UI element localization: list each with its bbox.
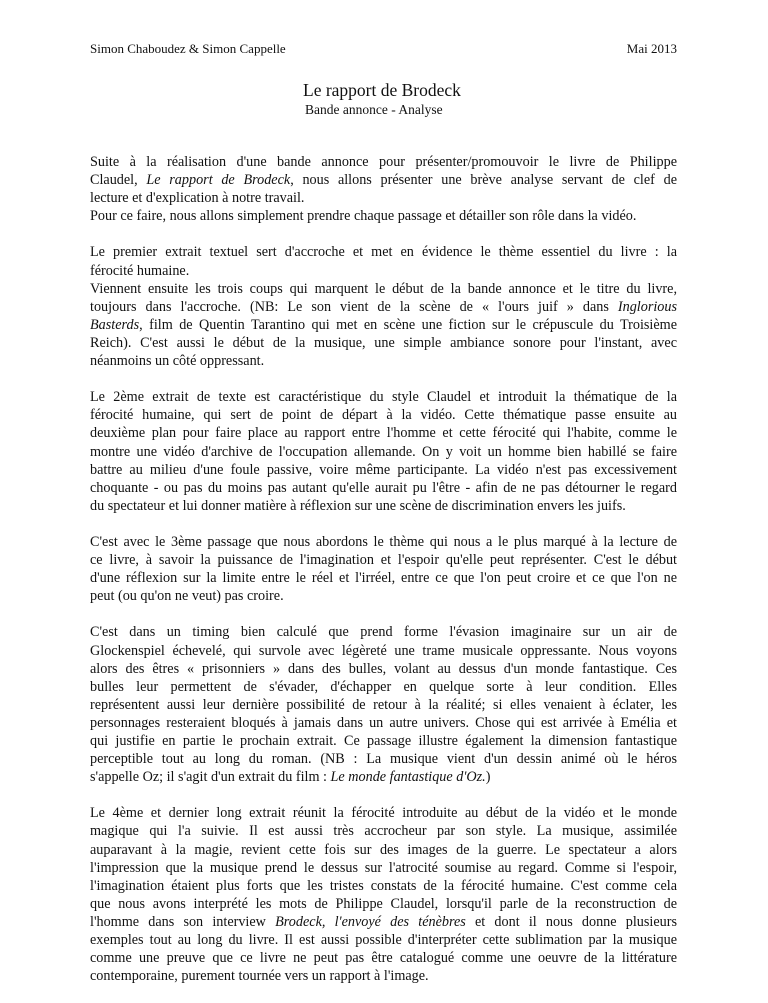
text-segment: , nous allons présenter une brève analyse servant de clef de — [290, 172, 677, 189]
paragraph — [90, 243, 677, 370]
text-segment: comme une preuve que ce livre ne peut pas être catalogué comme une oeuvre de la littérature — [90, 950, 677, 967]
text-segment: et dont il nous donne plusieurs — [465, 913, 677, 930]
text-segment: montre une vidéo d'archive de l'occupation allemande. On y voit un homme bien habillé se faire — [90, 443, 677, 460]
header-date: Mai 2013 — [626, 41, 677, 56]
text-segment: exemples tout au long du livre. Il est aussi possible d'interpréter cette sublimation par la musique — [90, 932, 677, 949]
text-segment: , film de Quentin Tarantino qui met en scène une fiction sur le crépuscule du Troisième — [139, 316, 677, 333]
text-segment: représentent aussi leur dernière possibilité de retour à la réalité; si elles venaient à éclater, les — [90, 696, 677, 713]
text-segment: choquante - ou pas du moins pas autant qu'elle aurait pu l'être - afin de ne pas détourner le regard — [90, 479, 677, 496]
text-segment: lecture et d'explication à notre travail. — [90, 190, 305, 207]
text-line — [90, 642, 677, 660]
text-line — [90, 406, 677, 424]
text-line — [90, 262, 677, 280]
text-segment: d'une réflexion sur la limite entre le réel et l'irréel, entre ce que l'on peut croire et ce que l'on ne — [90, 570, 677, 587]
text-line — [90, 461, 677, 479]
header-authors: Simon Chaboudez & Simon Cappelle — [90, 41, 286, 56]
text-segment: bulles leur permettent de s'évader, d'échapper en quelque sorte à leur condition. Elles — [90, 678, 677, 695]
text-line — [90, 316, 677, 334]
italic-title: Le monde fantastique d'Oz. — [330, 769, 486, 786]
italic-title: Basterds — [90, 316, 140, 333]
text-line — [90, 660, 677, 678]
text-line — [90, 895, 677, 913]
italic-title: Le rapport de Brodeck — [146, 172, 291, 189]
text-segment: du spectateur et lui donner matière à réflexion sur une scène de discrimination envers les juifs. — [90, 497, 626, 514]
text-segment: néanmoins un côté oppressant. — [90, 353, 265, 370]
text-line — [90, 804, 677, 822]
text-segment: Le 4ème et dernier long extrait réunit la férocité introduite au début de la vidéo et le monde — [90, 805, 677, 822]
text-line — [90, 931, 677, 949]
text-segment: Glockenspiel échevelé, qui survole avec légèreté une trame musicale oppressante. Nous voyons — [90, 642, 677, 659]
document-body — [90, 153, 677, 1003]
text-line — [90, 949, 677, 967]
text-segment: l'homme dans son interview — [90, 913, 276, 930]
text-segment: Le premier extrait textuel sert d'accroche et met en évidence le thème essentiel du livre : la — [90, 244, 677, 261]
text-line — [90, 171, 677, 189]
text-segment: s'appelle Oz; il s'agit d'un extrait du film : — [90, 769, 331, 786]
text-segment: alors des êtres « prisonniers » dans des bulles, volant au dessus d'un monde fantastique. Ces — [90, 660, 677, 677]
text-line — [90, 153, 677, 171]
paragraph — [90, 153, 677, 225]
text-line — [90, 768, 677, 786]
italic-title: Inglorious — [617, 298, 677, 315]
text-line — [90, 913, 677, 931]
text-segment: C'est avec le 3ème passage que nous abordons le thème qui nous a le plus marqué à la lecture de — [90, 533, 677, 550]
text-line — [90, 298, 677, 316]
text-line — [90, 334, 677, 352]
text-line — [90, 207, 677, 225]
text-segment: l'imagination étaient plus forts que les tristes constats de la férocité humaine. C'est comme cela — [90, 877, 677, 894]
text-line — [90, 732, 677, 750]
text-segment: Le 2ème extrait de texte est caractéristique du style Claudel et introduit la thématique de la — [90, 389, 677, 406]
text-segment: auparavant à la magie, revient cette fois sur des images de la guerre. Le spectateur a alors — [90, 841, 677, 858]
text-segment: qui justifie en partie le prochain extrait. Ce passage illustre également la dimension fantastique — [90, 733, 677, 749]
text-line — [90, 551, 677, 569]
text-line — [90, 678, 677, 696]
paragraph — [90, 804, 677, 985]
text-segment: que nous avons interprété les mots de Philippe Claudel, lorsqu'il parle de la reconstruction de — [90, 895, 677, 912]
text-segment: deuxième plan pour faire place au rapport entre l'homme et cette férocité qui l'habite, comme le — [90, 425, 677, 442]
italic-title: Brodeck, l'envoyé des ténèbres — [275, 913, 466, 930]
text-line — [90, 443, 677, 461]
text-line — [90, 479, 677, 497]
text-segment: l'impression que la musique prend le dessus sur l'atrocité soumise au regard. Comme si l'espoir, — [90, 859, 677, 876]
text-line — [90, 822, 677, 840]
text-segment: battre au milieu d'une foule passive, voire même participante. La vidéo n'est pas excessivement — [90, 461, 677, 478]
paragraph — [90, 388, 677, 515]
text-segment: férocité humaine, qui sert de point de départ à la vidéo. Cette thématique passe ensuite au — [90, 407, 677, 424]
text-segment: personnages resteraient bloqués à jamais dans un autre univers. Chose qui est arrivée à Emélia et — [90, 714, 677, 731]
text-segment: toujours dans l'accroche. (NB: Le son vient de la scène de « l'ours juif » dans — [90, 298, 618, 315]
text-line — [90, 587, 677, 605]
text-line — [90, 388, 677, 406]
text-line — [90, 533, 677, 551]
text-line — [90, 714, 677, 732]
text-segment: contemporaine, purement tournée vers un rapport à l'image. — [90, 968, 429, 985]
text-line — [90, 750, 677, 768]
text-line — [90, 280, 677, 298]
text-segment: perceptible tout au long du roman. (NB : La musique vient d'un dessin animé où le héros — [90, 751, 677, 768]
document-subtitle: Bande annonce - Analyse — [305, 102, 443, 117]
text-segment: ) — [485, 769, 491, 786]
text-segment: peut (ou qu'on ne veut) pas croire. — [90, 588, 284, 605]
text-segment: Pour ce faire, nous allons simplement prendre chaque passage et détailler son rôle dans la vidéo. — [90, 208, 637, 225]
text-segment: Viennent ensuite les trois coups qui marquent le début de la bande annonce et le titre du livre, — [90, 280, 677, 297]
page-header — [90, 41, 677, 57]
text-line — [90, 189, 677, 207]
text-line — [90, 877, 677, 895]
text-line — [90, 352, 677, 370]
text-segment: Suite à la réalisation d'une bande annonce pour présenter/promouvoir le livre de Philippe — [90, 154, 677, 170]
text-line — [90, 696, 677, 714]
document-title: Le rapport de Brodeck — [303, 80, 461, 100]
text-line — [90, 497, 677, 515]
text-line — [90, 569, 677, 587]
text-line — [90, 967, 677, 985]
paragraph — [90, 533, 677, 605]
text-line — [90, 841, 677, 859]
text-segment: férocité humaine. — [90, 262, 190, 279]
text-segment: ce livre, à savoir la puissance de l'imagination et l'espoir qu'elle peut représenter. C'est le début — [90, 552, 677, 569]
text-segment: magique qui l'a suivie. Il est aussi très accrocheur par son style. La musique, assimilée — [90, 823, 677, 840]
paragraph — [90, 623, 677, 786]
text-segment: Claudel, — [90, 172, 147, 189]
text-segment: C'est dans un timing bien calculé que prend forme l'évasion imaginaire sur un air de — [90, 624, 677, 641]
text-segment: Reich). C'est aussi le début de la musique, une simple ambiance sonore pour l'instant, avec — [90, 334, 677, 351]
text-line — [90, 859, 677, 877]
text-line — [90, 243, 677, 261]
text-line — [90, 623, 677, 641]
text-line — [90, 424, 677, 442]
